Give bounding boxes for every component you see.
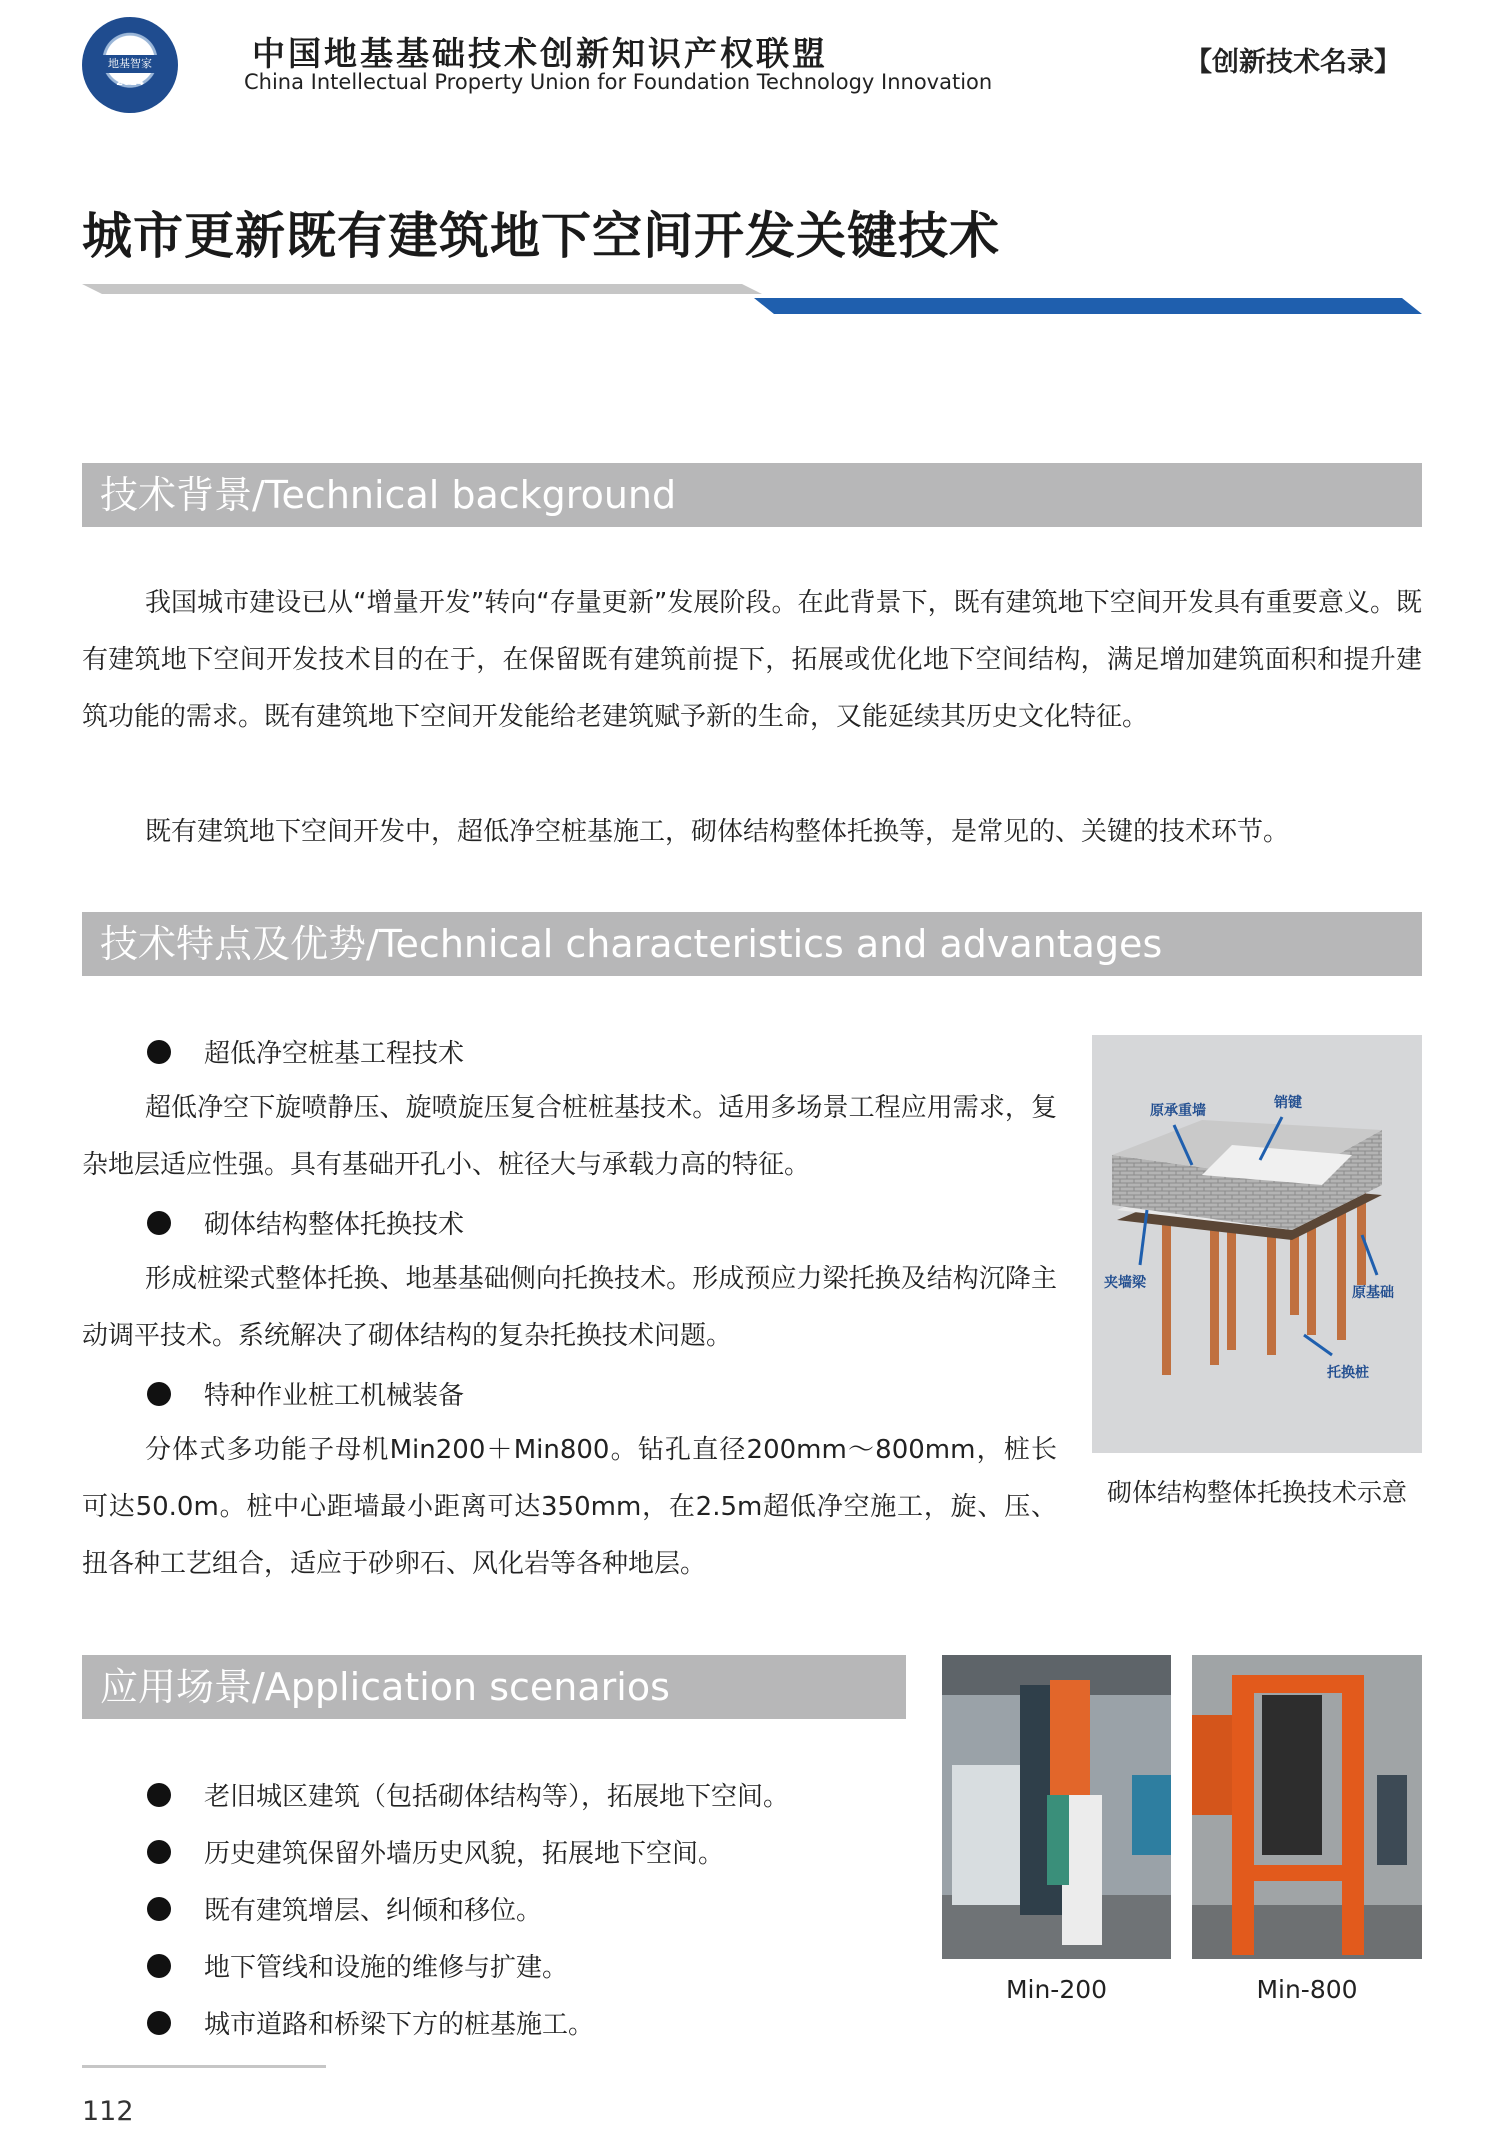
diagram-caption: 砌体结构整体托换技术示意 xyxy=(1106,1478,1407,1507)
bullet-icon xyxy=(147,1040,171,1064)
alliance-logo xyxy=(82,17,178,113)
section-heading-background: 技术背景/Technical background xyxy=(82,463,1422,527)
photo-caption-min-800: Min-800 xyxy=(1256,1975,1358,2004)
list-item xyxy=(0,1937,902,1994)
label-wall: 原承重墙 xyxy=(1150,1103,1206,1119)
feature-item-title xyxy=(0,1194,1057,1251)
section-heading-applications: 应用场景/Application scenarios xyxy=(82,1655,906,1719)
label-foundation: 原基础 xyxy=(1352,1285,1394,1301)
logo-year: 2014 xyxy=(116,77,144,88)
org-name-cn: 中国地基基础技术创新知识产权联盟 xyxy=(252,34,828,73)
feature-title-underpinning: 砌体结构整体托换技术 xyxy=(204,1210,465,1240)
feature-title-machinery: 特种作业桩工机械装备 xyxy=(204,1381,465,1411)
title-underline xyxy=(82,282,1422,316)
application-text: 老旧城区建筑（包括砌体结构等），拓展地下空间。 xyxy=(204,1782,790,1812)
underline-blue xyxy=(754,298,1422,314)
underline-gray xyxy=(82,284,762,294)
background-paragraph-1: 我国城市建设已从“增量开发”转向“存量更新”发展阶段。在此背景下，既有建筑地下空间开发具有重要意义。既有建筑地下空间开发技术目的在于，在保留既有建筑前提下，拓展或优化地下空间结构，满足增加建筑面积和提升建筑功能的需求。既有建筑地下空间开发能给老建筑赋予新的生命，又能延续其历史文化特征。 xyxy=(82,588,1422,732)
feature-text-pile: 超低净空下旋喷静压、旋喷旋压复合桩桩基技术。适用多场景工程应用需求，复杂地层适应性强。具有基础开孔小、桩径大与承载力高的特征。 xyxy=(82,1093,1057,1180)
application-text: 历史建筑保留外墙历史风貌，拓展地下空间。 xyxy=(204,1839,725,1869)
page-title: 城市更新既有建筑地下空间开发关键技术 xyxy=(82,207,1000,265)
feature-item-title xyxy=(0,1365,1057,1422)
footer-divider xyxy=(82,2065,326,2068)
bullet-icon xyxy=(147,2011,171,2035)
bullet-icon xyxy=(147,1783,171,1807)
org-name-en: China Intellectual Property Union for Foundation Technology Innovation xyxy=(244,70,993,94)
list-item xyxy=(0,1766,902,1823)
machine-illustration xyxy=(942,1655,1171,1959)
page-number: 112 xyxy=(82,2096,134,2127)
application-text: 城市道路和桥梁下方的桩基施工。 xyxy=(204,2010,595,2040)
application-text: 地下管线和设施的维修与扩建。 xyxy=(204,1953,569,1983)
section-heading-features: 技术特点及优势/Technical characteristics and advantages xyxy=(82,912,1422,976)
background-paragraph-2: 既有建筑地下空间开发中，超低净空桩基施工，砌体结构整体托换等，是常见的、关键的技术环节。 xyxy=(145,817,1290,847)
bullet-icon xyxy=(147,1840,171,1864)
feature-text-underpinning: 形成桩梁式整体托换、地基基础侧向托换技术。形成预应力梁托换及结构沉降主动调平技术。系统解决了砌体结构的复杂托换技术问题。 xyxy=(82,1264,1057,1351)
machine-illustration xyxy=(1192,1655,1422,1959)
label-beam: 夹墙梁 xyxy=(1104,1275,1146,1291)
applications-list xyxy=(82,1766,902,2051)
photo-caption-min-200: Min-200 xyxy=(1005,1975,1108,2004)
list-item xyxy=(0,1880,902,1937)
feature-title-pile: 超低净空桩基工程技术 xyxy=(204,1039,465,1069)
underpinning-illustration xyxy=(1092,1035,1422,1453)
list-item xyxy=(0,1823,902,1880)
bullet-icon xyxy=(147,1897,171,1921)
label-pile: 托换桩 xyxy=(1327,1365,1369,1381)
bullet-icon xyxy=(147,1954,171,1978)
list-item xyxy=(0,1994,902,2051)
label-key: 销键 xyxy=(1274,1095,1302,1111)
underpinning-diagram xyxy=(1092,1035,1422,1453)
bullet-icon xyxy=(147,1211,171,1235)
application-text: 既有建筑增层、纠倾和移位。 xyxy=(204,1896,543,1926)
catalog-tag: 【创新技术名录】 xyxy=(1185,47,1401,78)
features-list xyxy=(82,1023,1057,1593)
bullet-icon xyxy=(147,1382,171,1406)
feature-item-title xyxy=(0,1023,1057,1080)
pile xyxy=(1210,1215,1219,1365)
photo-min-800 xyxy=(1192,1655,1422,1959)
feature-text-machinery: 分体式多功能子母机Min200＋Min800。钻孔直径200mm～800mm，桩长可达50.0m。桩中心距墙最小距离可达350mm，在2.5m超低净空施工，旋、压、扭各种工艺组合，适应于砂卵石、风化岩等各种地层。 xyxy=(82,1435,1057,1579)
photo-min-200 xyxy=(942,1655,1171,1959)
logo-text: 地基智家 xyxy=(100,55,160,73)
